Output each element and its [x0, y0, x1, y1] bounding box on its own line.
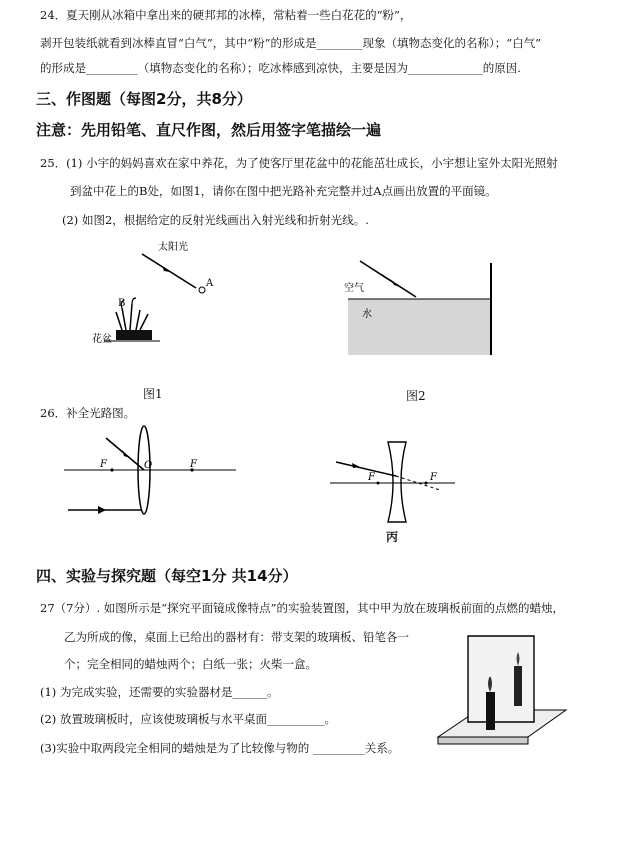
incident-ray-concave: [336, 462, 396, 476]
focus-right-dot-2: [425, 482, 428, 485]
lens2-caption: 丙: [386, 530, 399, 544]
q27-line2: 乙为所成的像，桌面上已给出的器材有：带支架的玻璃板、铅笔各一: [64, 630, 409, 644]
concave-lens: [388, 442, 406, 522]
point-b-label: B: [118, 298, 126, 309]
q27-line1: 27（7分）. 如图所示是“探究平面镜成像特点”的实验装置图，其中甲为放在玻璃板前面的点燃的蜡烛，: [40, 601, 565, 615]
focus-left-dot: [110, 468, 113, 471]
q25-line1: 25．(1) 小宇的妈妈喜欢在家中养花，为了使客厅里花盆中的花能茁壮成长，小宇想让室外太阳光照射: [40, 156, 558, 170]
concave-lens-diagram: [330, 438, 460, 538]
q24-line3: 的形成是_________（填物态变化的名称）；吃冰棒感到凉快，主要是因为_____________的原因.: [40, 61, 521, 75]
q27-q2: (2) 放置玻璃板时，应该使玻璃板与水平桌面__________。: [40, 712, 336, 726]
lens2-f-left: F: [368, 472, 375, 483]
q25-line3: (2) 如图2，根据给定的反射光线画出入射光线和折射光线。.: [62, 213, 369, 227]
lens1-o: O: [144, 460, 153, 471]
water-region: [348, 299, 491, 355]
section3-note: 注意：先用铅笔、直尺作图，然后用签字笔描绘一遍: [36, 121, 382, 139]
ray-arrow-2: [98, 506, 106, 514]
fig2-caption: 图2: [406, 389, 426, 403]
air-label: 空气: [344, 283, 364, 294]
q26-text: 26．补全光路图。: [40, 406, 136, 420]
lens2-f-right: F: [430, 472, 437, 483]
lens1-f-left: F: [100, 459, 107, 470]
point-a-label: A: [206, 278, 214, 289]
glass-plate: [468, 636, 534, 722]
sunlight-label: 太阳光: [158, 242, 188, 253]
focus-left-dot-2: [377, 482, 380, 485]
q27-q1: (1) 为完成实验，还需要的实验器材是______。: [40, 685, 279, 699]
figure-1: [92, 240, 240, 355]
candle-image: [514, 666, 522, 706]
q27-q3: (3)实验中取两段完全相同的蜡烛是为了比较像与物的 _________关系。: [40, 741, 400, 755]
convex-lens-diagram: [64, 425, 244, 520]
section4-heading: 四、实验与探究题（每空1分 共14分）: [36, 567, 298, 585]
table-edge: [438, 737, 528, 744]
mirror-experiment-figure: [438, 632, 568, 757]
reflected-ray: [360, 261, 416, 297]
q24-line2: 剥开包装纸就看到冰棒直冒“白气”，其中“粉”的形成是________现象（填物态变化的名称）；“白气”: [40, 36, 542, 50]
pot-label: 花盆: [92, 334, 112, 345]
water-label: 水: [362, 309, 372, 320]
figure-2: [340, 255, 500, 365]
q25-line2: 到盆中花上的B处，如图1，请你在图中把光路补充完整并过A点画出放置的平面镜。: [70, 184, 497, 198]
fig1-caption: 图1: [143, 387, 163, 401]
sunlight-ray: [142, 254, 196, 288]
flower-pot: [116, 330, 152, 340]
section3-heading: 三、作图题（每图2分，共8分）: [36, 90, 252, 108]
q27-line3: 个；完全相同的蜡烛两个；白纸一张；火柴一盒。: [64, 657, 317, 671]
lens1-f-right: F: [190, 459, 197, 470]
point-a-marker: [199, 287, 205, 293]
q24-line1: 24．夏天刚从冰箱中拿出来的硬邦邦的冰棒，常粘着一些白花花的“粉”，: [40, 8, 412, 22]
candle-lit: [486, 692, 495, 730]
